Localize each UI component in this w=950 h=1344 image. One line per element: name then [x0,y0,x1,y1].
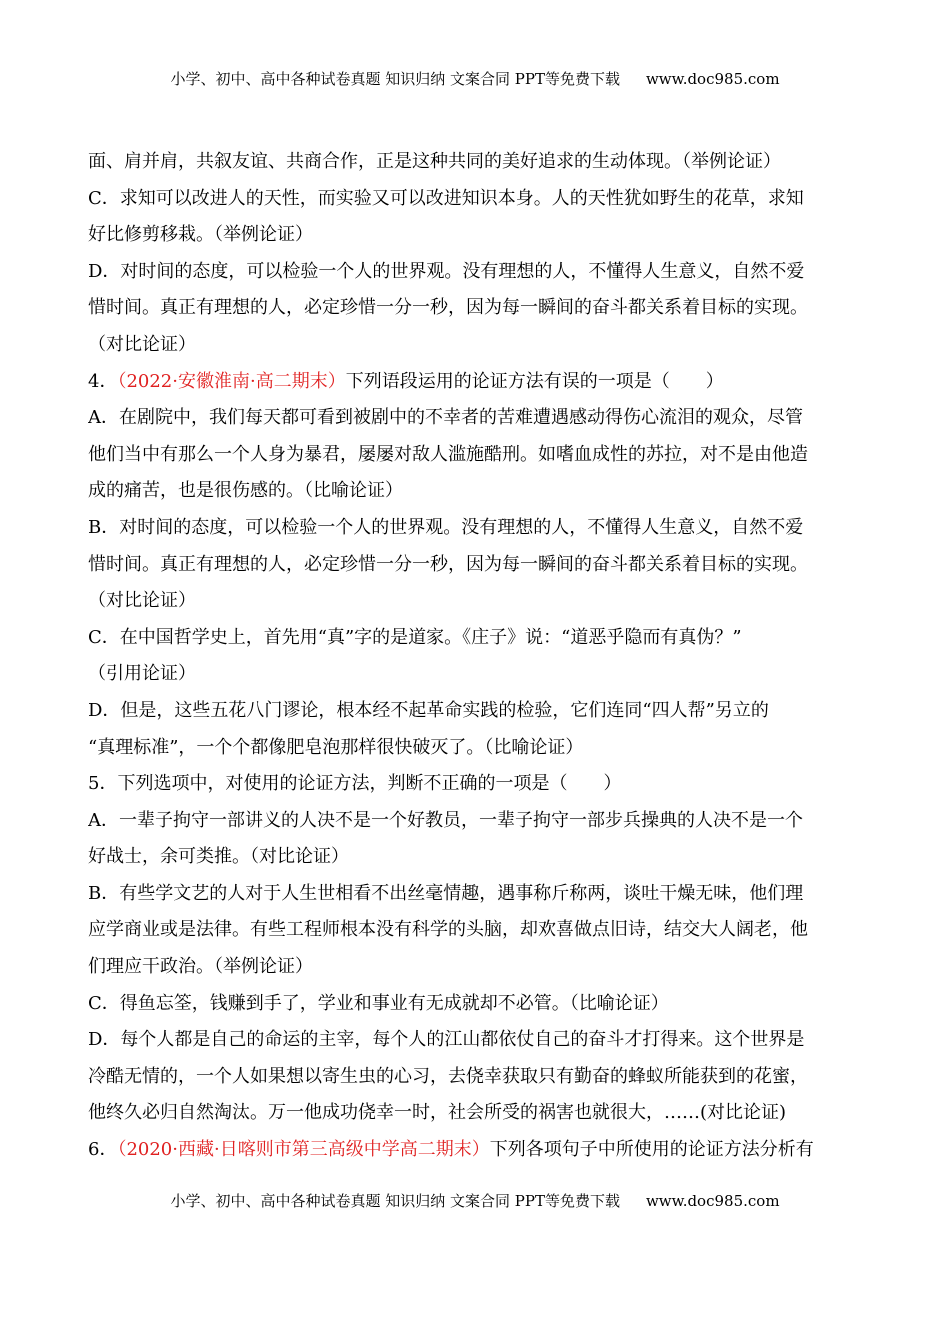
text-line: （对比论证） [88,333,196,355]
text-line: 冷酷无情的，一个人如果想以寄生虫的心习，去侥幸获取只有勤奋的蜂蚁所能获到的花蜜， [88,1065,808,1087]
option-line: B．对时间的态度，可以检验一个人的世界观。没有理想的人，不懂得人生意义，自然不爱 [88,516,804,538]
text-line: 他们当中有那么一个人身为暴君，屡屡对敌人滥施酷刑。如嗜血成性的苏拉，对不是由他造 [88,443,808,465]
question-6-heading [88,1132,868,1169]
page-header [0,69,950,89]
question-stem: 下列语段运用的论证方法有误的一项是（ ） [345,370,724,392]
text-line: （对比论证） [88,590,196,612]
question-source: （2020·西藏·日喀则市第三高级中学高二期末） [117,1139,490,1161]
header-text: 小学、初中、高中各种试卷真题 知识归纳 文案合同 PPT等免费下载 [170,70,620,88]
text-line: 惜时间。真正有理想的人，必定珍惜一分一秒，因为每一瞬间的奋斗都关系着目标的实现。 [88,553,808,575]
page-footer [0,1191,950,1211]
text-line: 面、肩并肩，共叙友谊、共商合作，正是这种共同的美好追求的生动体现。（举例论证） [88,151,781,172]
option-line: C．得鱼忘筌，钱赚到手了，学业和事业有无成就却不必管。（比喻论证） [88,992,669,1014]
option-line: B．有些学文艺的人对于人生世相看不出丝毫情趣，遇事称斤称两，谈吐干燥无味，他们理 [88,882,804,904]
option-line: C．在中国哲学史上，首先用“真”字的是道家。《庄子》说：“道恶乎隐而有真伪？” [88,626,742,648]
text-line: 应学商业或是法律。有些工程师根本没有科学的头脑，却欢喜做点旧诗，结交大人阔老，他 [88,919,808,941]
document-body [88,144,868,1169]
footer-url: www.doc985.com [645,1192,780,1210]
question-stem: 下列各项句子中所使用的论证方法分析有 [489,1139,814,1161]
text-line: 好比修剪移栽。（举例论证） [88,224,313,246]
text-line: （引用论证） [88,663,196,685]
text-line: 们理应干政治。（举例论证） [88,956,313,978]
text-line: 他终久必归自然淘汰。万一他成功侥幸一时，社会所受的祸害也就很大，……(对比论证) [88,1102,787,1124]
question-number: 4． [88,370,118,392]
question-source: （2022·安徽淮南·高二期末） [117,370,346,392]
option-line: D．对时间的态度，可以检验一个人的世界观。没有理想的人，不懂得人生意义，自然不爱 [88,260,805,282]
option-line: D．但是，这些五花八门谬论，根本经不起革命实践的检验，它们连同“四人帮”另立的 [88,699,769,721]
question-4-heading [88,364,868,401]
header-url: www.doc985.com [645,70,780,88]
question-5-heading: 5．下列选项中，对使用的论证方法，判断不正确的一项是（ ） [88,773,622,795]
option-line: D．每个人都是自己的命运的主宰，每个人的江山都依仗自己的奋斗才打得来。这个世界是 [88,1029,805,1051]
question-number: 6． [88,1139,118,1161]
text-line: 成的痛苦，也是很伤感的。（比喻论证） [88,480,403,502]
option-line: A．一辈子拘守一部讲义的人决不是一个好教员，一辈子拘守一部步兵操典的人决不是一个 [88,809,803,831]
text-line: 惜时间。真正有理想的人，必定珍惜一分一秒，因为每一瞬间的奋斗都关系着目标的实现。 [88,297,808,319]
text-line: “真理标准”，一个个都像肥皂泡那样很快破灭了。（比喻论证） [88,736,584,758]
footer-text: 小学、初中、高中各种试卷真题 知识归纳 文案合同 PPT等免费下载 [170,1192,620,1210]
option-line: C．求知可以改进人的天性，而实验又可以改进知识本身。人的天性犹如野生的花草，求知 [88,187,804,209]
option-line: A．在剧院中，我们每天都可看到被剧中的不幸者的苦难遭遇感动得伤心流泪的观众，尽管 [88,407,803,429]
text-line: 好战士，余可类推。（对比论证） [88,846,349,868]
